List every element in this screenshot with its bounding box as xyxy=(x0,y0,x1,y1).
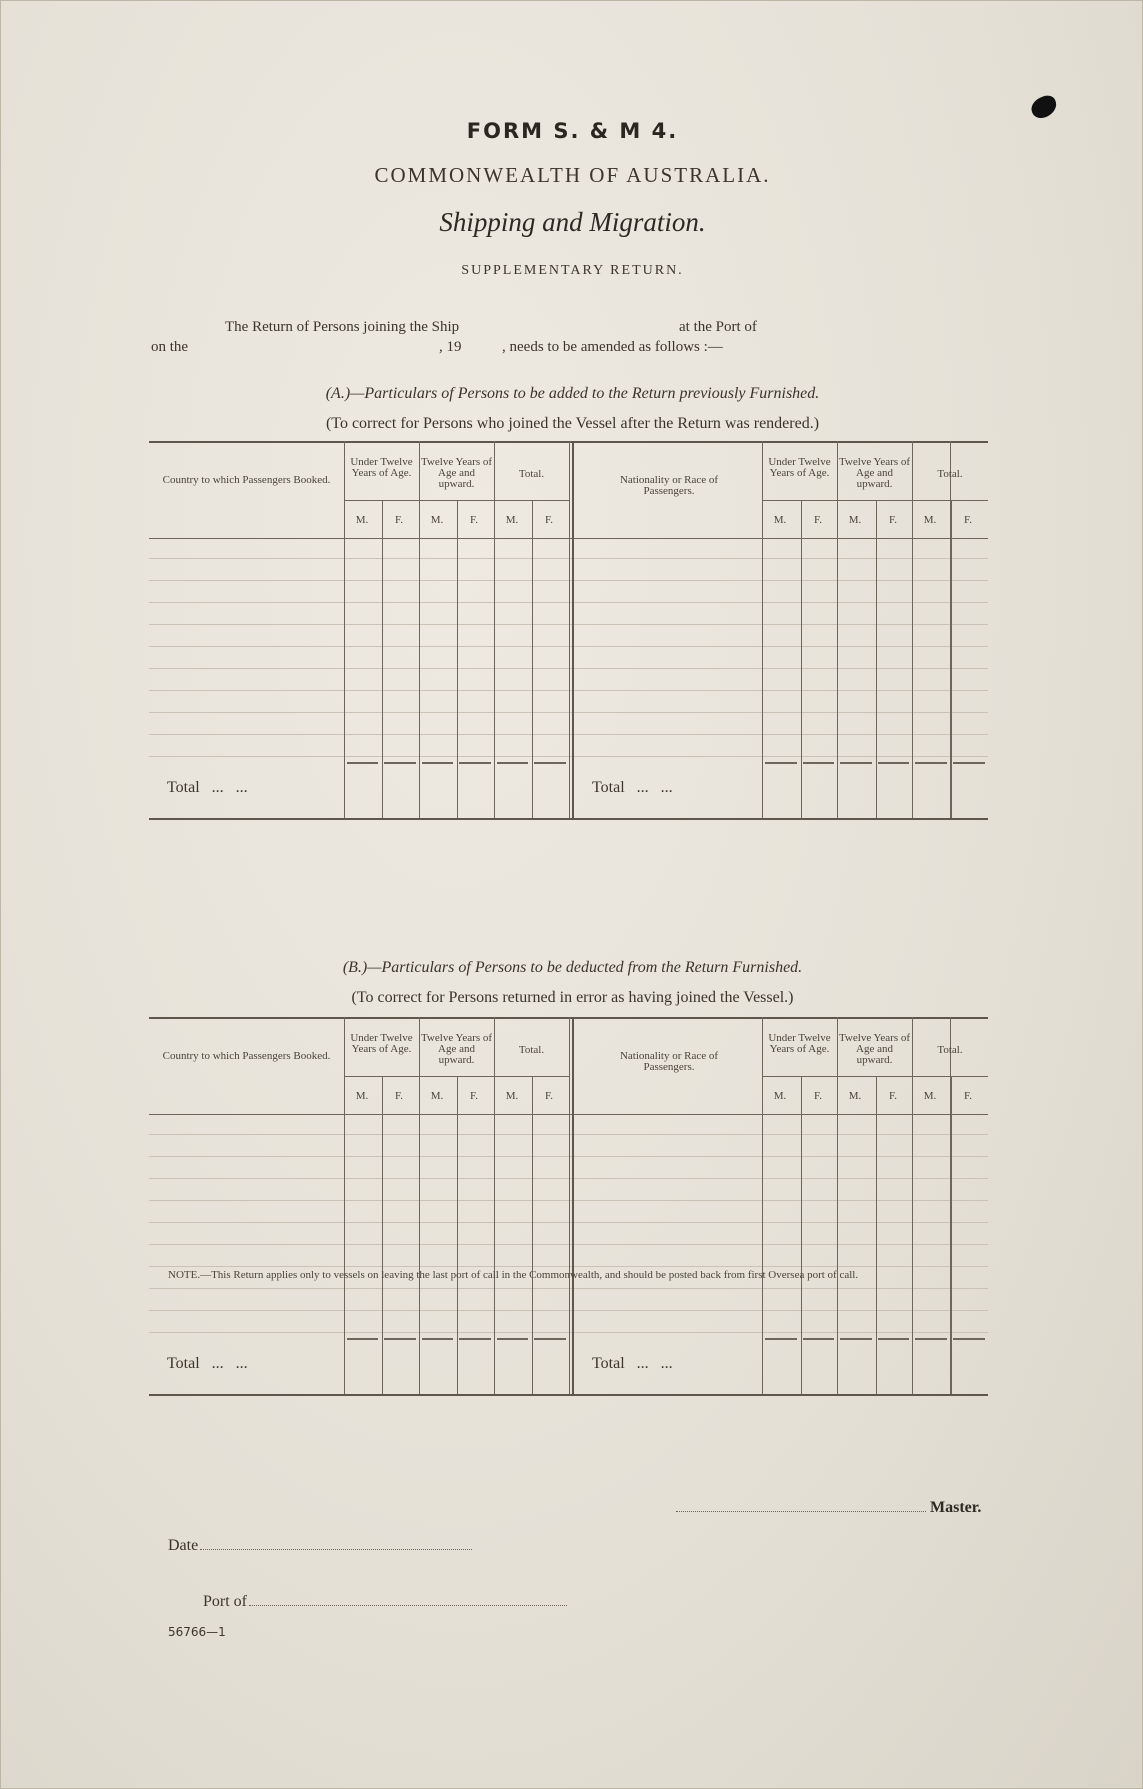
section-a-subtitle: (To correct for Persons who joined the Vessel after the Return was rendered.) xyxy=(325,415,820,432)
intro-year: , 19 xyxy=(439,339,462,355)
section-b-title: (B.)—Particulars of Persons to be deducted from the Return Furnished. xyxy=(342,959,803,976)
col-male: M. xyxy=(505,1090,519,1102)
department-heading: Shipping and Migration. xyxy=(439,207,706,237)
print-code: 56766—1 xyxy=(168,1625,226,1639)
col-male: M. xyxy=(773,514,787,526)
total-row-label: Total ... ... xyxy=(167,779,248,796)
col-twelve-upward: Twelve Years of Age and upward. xyxy=(420,456,493,490)
col-total-right: Total. xyxy=(937,1044,963,1056)
port-line[interactable] xyxy=(249,1605,567,1606)
col-female: F. xyxy=(889,514,897,526)
col-nationality: Nationality or Race of Passengers. xyxy=(619,474,719,497)
total-row-label-right: Total ... ... xyxy=(592,1355,673,1372)
section-b-subtitle: (To correct for Persons returned in error as having joined the Vessel.) xyxy=(351,989,794,1006)
col-female: F. xyxy=(545,514,553,526)
date-label: Date xyxy=(168,1537,199,1554)
form-number: FORM S. & M 4. xyxy=(466,119,679,143)
col-female: F. xyxy=(470,514,478,526)
authority-heading: COMMONWEALTH OF AUSTRALIA. xyxy=(374,163,771,187)
col-under-twelve: Under Twelve Years of Age. xyxy=(350,456,413,479)
col-twelve-upward-right: Twelve Years of Age and upward. xyxy=(838,1032,911,1066)
col-female: F. xyxy=(814,514,822,526)
col-total: Total. xyxy=(518,468,545,480)
col-male: M. xyxy=(848,1090,862,1102)
ink-blot xyxy=(1028,92,1060,121)
master-signature xyxy=(676,1499,981,1517)
col-country: Country to which Passengers Booked. xyxy=(162,474,331,486)
section-a-title: (A.)—Particulars of Persons to be added to the Return previously Furnished. xyxy=(325,385,820,402)
col-female: F. xyxy=(964,1090,972,1102)
total-row-label: Total ... ... xyxy=(167,1355,248,1372)
date-line[interactable] xyxy=(200,1549,472,1550)
return-type: SUPPLEMENTARY RETURN. xyxy=(461,263,684,278)
master-label: Master. xyxy=(930,1499,982,1516)
col-twelve-upward: Twelve Years of Age and upward. xyxy=(420,1032,493,1066)
col-male: M. xyxy=(355,1090,369,1102)
col-female: F. xyxy=(814,1090,822,1102)
intro-amended: , needs to be amended as follows :— xyxy=(502,339,723,355)
col-male: M. xyxy=(505,514,519,526)
col-under-twelve-right: Under Twelve Years of Age. xyxy=(768,456,831,479)
col-female: F. xyxy=(964,514,972,526)
col-female: F. xyxy=(889,1090,897,1102)
col-male: M. xyxy=(773,1090,787,1102)
col-total-right: Total. xyxy=(937,468,963,480)
col-twelve-upward-right: Twelve Years of Age and upward. xyxy=(838,456,911,490)
col-male: M. xyxy=(355,514,369,526)
col-male: M. xyxy=(848,514,862,526)
deductions-table xyxy=(149,1017,988,1395)
col-male: M. xyxy=(430,1090,444,1102)
col-female: F. xyxy=(470,1090,478,1102)
total-row-label-right: Total ... ... xyxy=(592,779,673,796)
intro-port: at the Port of xyxy=(679,319,757,335)
col-female: F. xyxy=(545,1090,553,1102)
col-under-twelve: Under Twelve Years of Age. xyxy=(350,1032,413,1055)
col-nationality: Nationality or Race of Passengers. xyxy=(619,1050,719,1073)
port-label: Port of xyxy=(203,1593,247,1610)
intro-on-the: on the xyxy=(151,339,189,355)
note: NOTE.—This Return applies only to vessels on leaving the last port of call in the Commonwealth, and should be posted back from first Oversea port of call. xyxy=(168,1269,859,1281)
port-field xyxy=(203,1593,567,1611)
master-signature-line[interactable] xyxy=(676,1511,926,1512)
col-female: F. xyxy=(395,514,403,526)
col-male: M. xyxy=(923,514,937,526)
col-male: M. xyxy=(430,514,444,526)
date-field xyxy=(168,1537,472,1555)
col-female: F. xyxy=(395,1090,403,1102)
additions-table xyxy=(149,441,988,819)
col-under-twelve-right: Under Twelve Years of Age. xyxy=(768,1032,831,1055)
col-total: Total. xyxy=(518,1044,545,1056)
col-country: Country to which Passengers Booked. xyxy=(162,1050,331,1062)
intro-ship: The Return of Persons joining the Ship xyxy=(225,319,460,335)
col-male: M. xyxy=(923,1090,937,1102)
